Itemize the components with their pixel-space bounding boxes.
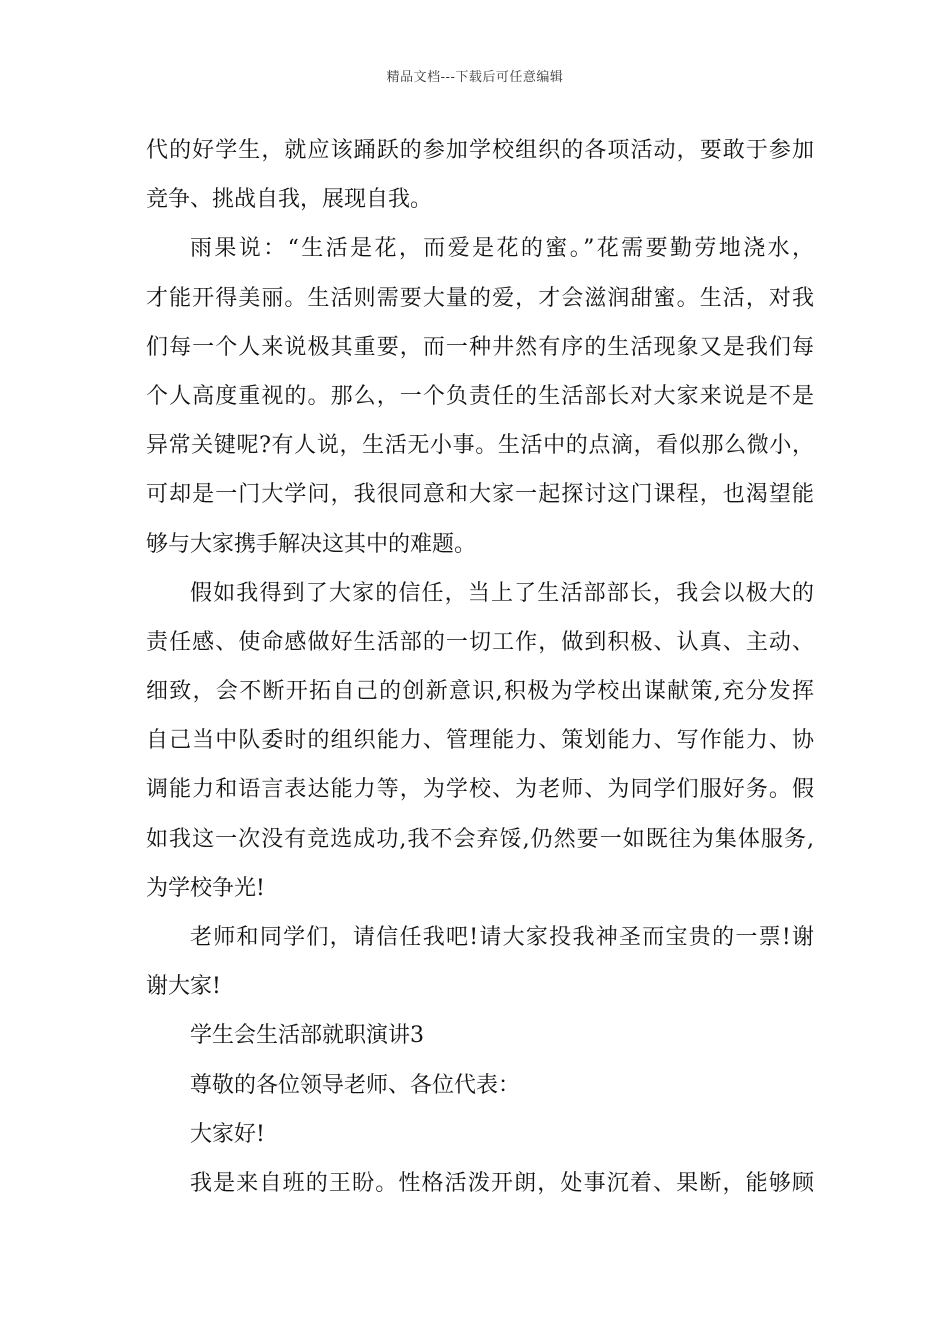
text-line: 可却是一门大学问，我很同意和大家一起探讨这门课程，也渴望能 xyxy=(146,482,814,508)
text-line: 责任感、使命感做好生活部的一切工作，做到积极、认真、主动、 xyxy=(146,629,814,655)
text-line: 够与大家携手解决这其中的难题。 xyxy=(146,531,477,557)
text-line: 异常关键呢?有人说，生活无小事。生活中的点滴，看似那么微小， xyxy=(146,433,814,459)
text-line: 细致，会不断开拓自己的创新意识,积极为学校出谋献策,充分发挥 xyxy=(146,679,814,705)
text-line: 学生会生活部就职演讲3 xyxy=(190,1023,424,1049)
text-line: 大家好! xyxy=(190,1121,265,1147)
text-line: 尊敬的各位领导老师、各位代表： xyxy=(190,1072,521,1098)
text-line: 如我这一次没有竞选成功,我不会弃馁,仍然要一如既往为集体服务, xyxy=(146,826,814,852)
text-line: 为学校争光! xyxy=(146,875,265,901)
text-line: 雨果说：“生活是花，而爱是花的蜜。”花需要勤劳地浇水， xyxy=(190,236,814,262)
document-body xyxy=(146,126,814,1208)
page-header: 精品文档---下载后可任意编辑 xyxy=(386,70,564,85)
text-line: 代的好学生，就应该踊跃的参加学校组织的各项活动，要敢于参加 xyxy=(146,138,814,163)
text-line: 们每一个人来说极其重要，而一种井然有序的生活现象又是我们每 xyxy=(146,334,814,360)
text-line: 谢大家! xyxy=(146,974,221,1000)
text-line: 假如我得到了大家的信任，当上了生活部部长，我会以极大的 xyxy=(190,580,814,606)
text-line: 个人高度重视的。那么，一个负责任的生活部长对大家来说是不是 xyxy=(146,383,814,409)
text-line: 竞争、挑战自我，展现自我。 xyxy=(146,187,433,213)
text-line: 我是来自班的王盼。性格活泼开朗，处事沉着、果断，能够顾 xyxy=(190,1170,814,1196)
text-line: 才能开得美丽。生活则需要大量的爱，才会滋润甜蜜。生活，对我 xyxy=(146,285,814,311)
text-line: 老师和同学们，请信任我吧!请大家投我神圣而宝贵的一票!谢 xyxy=(190,925,814,950)
text-line: 自己当中队委时的组织能力、管理能力、策划能力、写作能力、协 xyxy=(146,728,814,754)
text-line: 调能力和语言表达能力等，为学校、为老师、为同学们服好务。假 xyxy=(146,777,814,803)
